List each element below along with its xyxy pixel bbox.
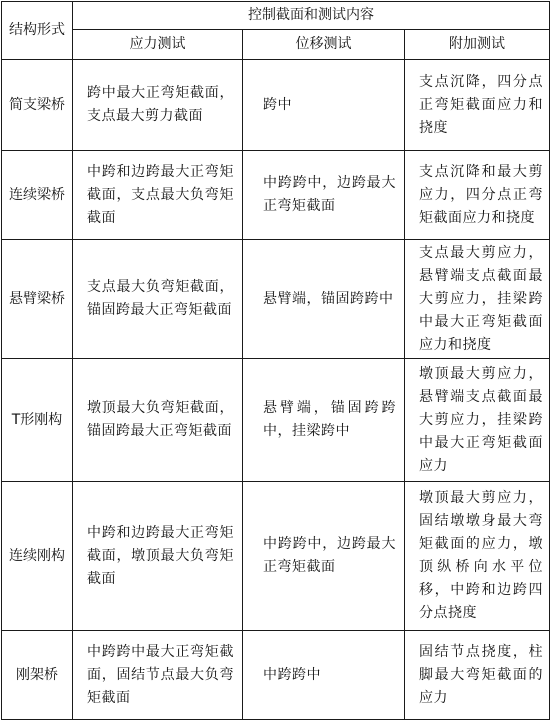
structure-type: 连续梁桥: [2, 151, 73, 240]
table-row: [2, 482, 550, 631]
additional-test: 支点最大剪应力，悬臂端支点截面最大剪应力，挂梁跨中最大正弯矩截面应力和挠度: [405, 240, 550, 359]
header-group: 控制截面和测试内容: [73, 2, 550, 30]
header-stress: 应力测试: [73, 30, 243, 60]
table-row: [2, 240, 550, 359]
displacement-test: 中跨跨中: [243, 631, 405, 720]
structure-type: 悬臂梁桥: [2, 240, 73, 359]
displacement-test: 中跨跨中，边跨最大正弯矩截面: [243, 482, 405, 631]
structure-type: 连续刚构: [2, 482, 73, 631]
bridge-test-table: [1, 1, 550, 720]
additional-test: 墩顶最大剪应力，悬臂端支点截面最大剪应力，挂梁跨中最大正弯矩截面应力: [405, 359, 550, 482]
additional-test: 支点沉降，四分点正弯矩截面应力和挠度: [405, 60, 550, 151]
stress-test: 墩顶最大负弯矩截面，锚固跨最大正弯矩截面: [73, 359, 243, 482]
table-row: [2, 151, 550, 240]
structure-type: 刚架桥: [2, 631, 73, 720]
structure-type: 简支梁桥: [2, 60, 73, 151]
header-additional: 附加测试: [405, 30, 550, 60]
header-structure: 结构形式: [2, 2, 73, 60]
stress-test: 中跨和边跨最大正弯矩截面，支点最大负弯矩截面: [73, 151, 243, 240]
header-row-top: [2, 2, 550, 30]
displacement-test: 悬臂端，锚固跨跨中: [243, 240, 405, 359]
displacement-test: 悬臂端，锚固跨跨中，挂梁跨中: [243, 359, 405, 482]
table-row: [2, 60, 550, 151]
additional-test: 支点沉降和最大剪应力，四分点正弯矩截面应力和挠度: [405, 151, 550, 240]
header-displacement: 位移测试: [243, 30, 405, 60]
stress-test: 中跨跨中最大正弯矩截面，固结节点最大负弯矩截面: [73, 631, 243, 720]
displacement-test: 跨中: [243, 60, 405, 151]
table-row: [2, 359, 550, 482]
displacement-test: 中跨跨中，边跨最大正弯矩截面: [243, 151, 405, 240]
header-row-sub: [2, 30, 550, 60]
stress-test: 跨中最大正弯矩截面，支点最大剪力截面: [73, 60, 243, 151]
structure-type: T形刚构: [2, 359, 73, 482]
table-row: [2, 631, 550, 720]
stress-test: 支点最大负弯矩截面，锚固跨最大正弯矩截面: [73, 240, 243, 359]
stress-test: 中跨和边跨最大正弯矩截面，墩顶最大负弯矩截面: [73, 482, 243, 631]
additional-test: 固结节点挠度，柱脚最大弯矩截面的应力: [405, 631, 550, 720]
additional-test: 墩顶最大剪应力，固结墩墩身最大弯矩截面的应力，墩顶纵桥向水平位移，中跨和边跨四分点挠度: [405, 482, 550, 631]
